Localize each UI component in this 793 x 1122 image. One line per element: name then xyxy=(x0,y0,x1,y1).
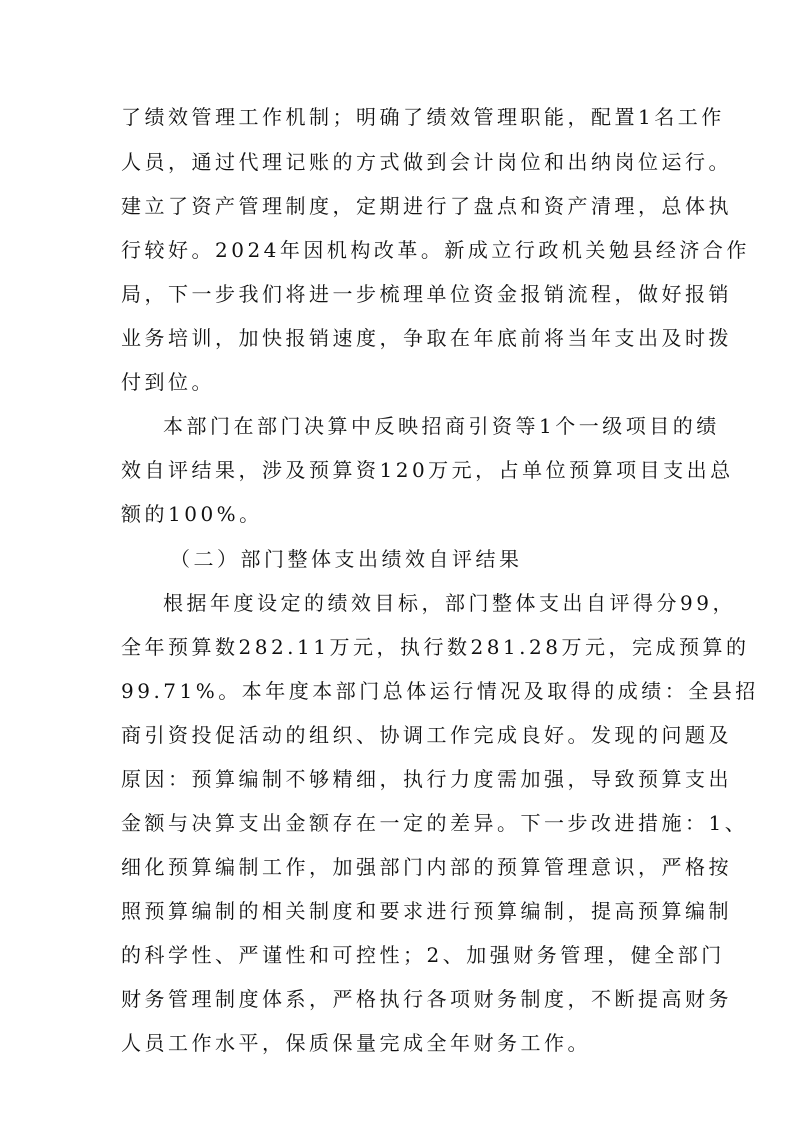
paragraph1-line-6: 业务培训，加快报销速度，争取在年底前将当年支出及时拨 xyxy=(121,326,732,350)
paragraph1-line-4: 行较好。2024年因机构改革。新成立行政机关勉县经济合作 xyxy=(121,238,750,262)
paragraph3-line-11: 人员工作水平，保质保量完成全年财务工作。 xyxy=(121,1031,591,1055)
paragraph1-line-5: 局，下一步我们将进一步梳理单位资金报销流程，做好报销 xyxy=(121,282,732,306)
paragraph3-line-7: 细化预算编制工作，加强部门内部的预算管理意识，严格按 xyxy=(121,855,732,879)
paragraph3-line-9: 的科学性、严谨性和可控性；2、加强财务管理，健全部门 xyxy=(121,943,725,967)
paragraph1-line-2: 人员，通过代理记账的方式做到会计岗位和出纳岗位运行。 xyxy=(121,150,732,174)
paragraph1-line-3: 建立了资产管理制度，定期进行了盘点和资产清理，总体执 xyxy=(121,194,732,218)
paragraph3-line-8: 照预算编制的相关制度和要求进行预算编制，提高预算编制 xyxy=(121,899,732,923)
section-heading: （二）部门整体支出绩效自评结果 xyxy=(170,547,523,571)
paragraph3-line-3: 99.71%。本年度本部门总体运行情况及取得的成绩：全县招 xyxy=(121,679,759,703)
paragraph3-line-6: 金额与决算支出金额存在一定的差异。下一步改进措施：1、 xyxy=(121,811,749,835)
paragraph3-line-5: 原因：预算编制不够精细，执行力度需加强，导致预算支出 xyxy=(121,767,732,791)
paragraph3-line-2: 全年预算数282.11万元，执行数281.28万元，完成预算的 xyxy=(121,635,750,659)
paragraph3-line-10: 财务管理制度体系，严格执行各项财务制度，不断提高财务 xyxy=(121,987,732,1011)
paragraph3-line-1: 根据年度设定的绩效目标，部门整体支出自评得分99， xyxy=(163,591,736,615)
paragraph2-line-1: 本部门在部门决算中反映招商引资等1个一级项目的绩 xyxy=(163,414,720,438)
paragraph1-line-7: 付到位。 xyxy=(121,370,215,394)
paragraph1-line-1: 了绩效管理工作机制；明确了绩效管理职能，配置1名工作 xyxy=(121,105,725,129)
paragraph2-line-2: 效自评结果，涉及预算资120万元，占单位预算项目支出总 xyxy=(121,458,734,482)
paragraph3-line-4: 商引资投促活动的组织、协调工作完成良好。发现的问题及 xyxy=(121,723,732,747)
paragraph2-line-3: 额的100%。 xyxy=(121,502,263,526)
